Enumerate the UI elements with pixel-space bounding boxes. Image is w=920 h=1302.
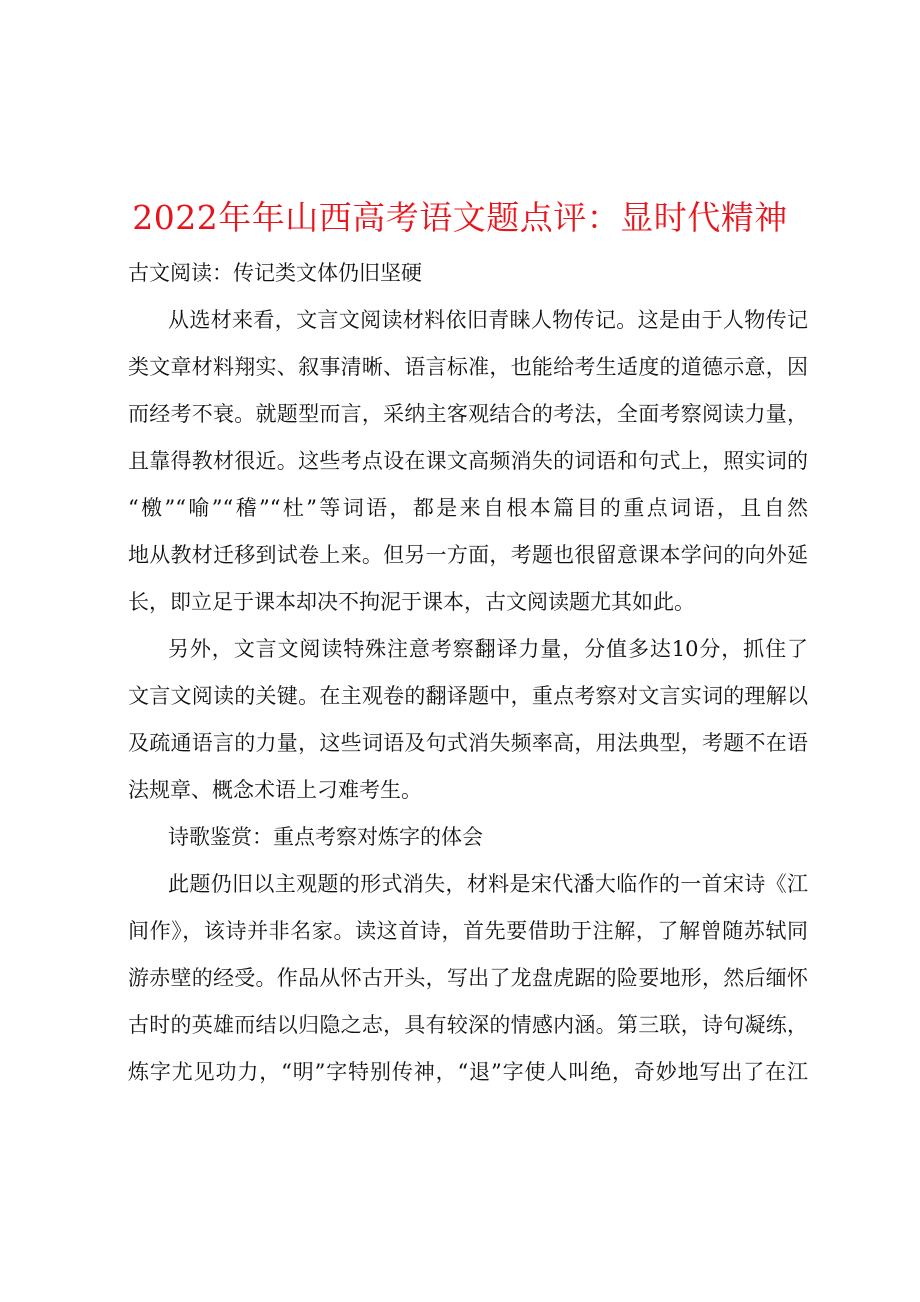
- document-title: 2022年年山西高考语文题点评：显时代精神: [132, 198, 788, 237]
- paragraph-line: 而经考不衰。就题型而言，采纳主客观结合的考法，全面考察阅读力量，: [128, 402, 808, 426]
- paragraph-line: 及疏通语言的力量，这些词语及句式消失频率高，用法典型，考题不在语: [128, 731, 808, 755]
- section-heading-poetry: 诗歌鉴赏：重点考察对炼字的体会: [168, 825, 483, 849]
- paragraph-line: 地从教材迁移到试卷上来。但另一方面，考题也很留意课本学问的向外延: [128, 543, 808, 567]
- paragraph-line: 从选材来看，文言文阅读材料依旧青睐人物传记。这是由于人物传记: [168, 308, 808, 332]
- paragraph-line: 炼字尤见功力，“明”字特别传神，“退”字使人叫绝，奇妙地写出了在江: [128, 1060, 808, 1084]
- paragraph-line: 游赤壁的经受。作品从怀古开头，写出了龙盘虎踞的险要地形，然后缅怀: [128, 966, 808, 990]
- paragraph-line: 且靠得教材很近。这些考点设在课文高频消失的词语和句式上，照实词的: [128, 449, 808, 473]
- paragraph-line: “檄”“喻”“稽”“杜”等词语，都是来自根本篇目的重点词语，且自然: [128, 496, 808, 520]
- paragraph-line: 文言文阅读的关键。在主观卷的翻译题中，重点考察对文言实词的理解以: [128, 684, 808, 708]
- paragraph-line: 长，即立足于课本却决不拘泥于课本，古文阅读题尤其如此。: [128, 590, 695, 614]
- paragraph-line: 古时的英雄而结以归隐之志，具有较深的情感内涵。第三联，诗句凝练，: [128, 1013, 808, 1037]
- paragraph-line: 另外，文言文阅读特殊注意考察翻译力量，分值多达10分，抓住了: [168, 637, 808, 661]
- section-heading-ancient-prose: 古文阅读：传记类文体仍旧坚硬: [128, 261, 422, 285]
- paragraph-line: 类文章材料翔实、叙事清晰、语言标准，也能给考生适度的道德示意，因: [128, 355, 808, 379]
- paragraph-line: 法规章、概念术语上刁难考生。: [128, 778, 422, 802]
- document-body: [128, 250, 808, 1096]
- paragraph-line: 此题仍旧以主观题的形式消失，材料是宋代潘大临作的一首宋诗《江: [168, 872, 808, 896]
- paragraph-line: 间作》，该诗并非名家。读这首诗，首先要借助于注解，了解曾随苏轼同: [128, 919, 808, 943]
